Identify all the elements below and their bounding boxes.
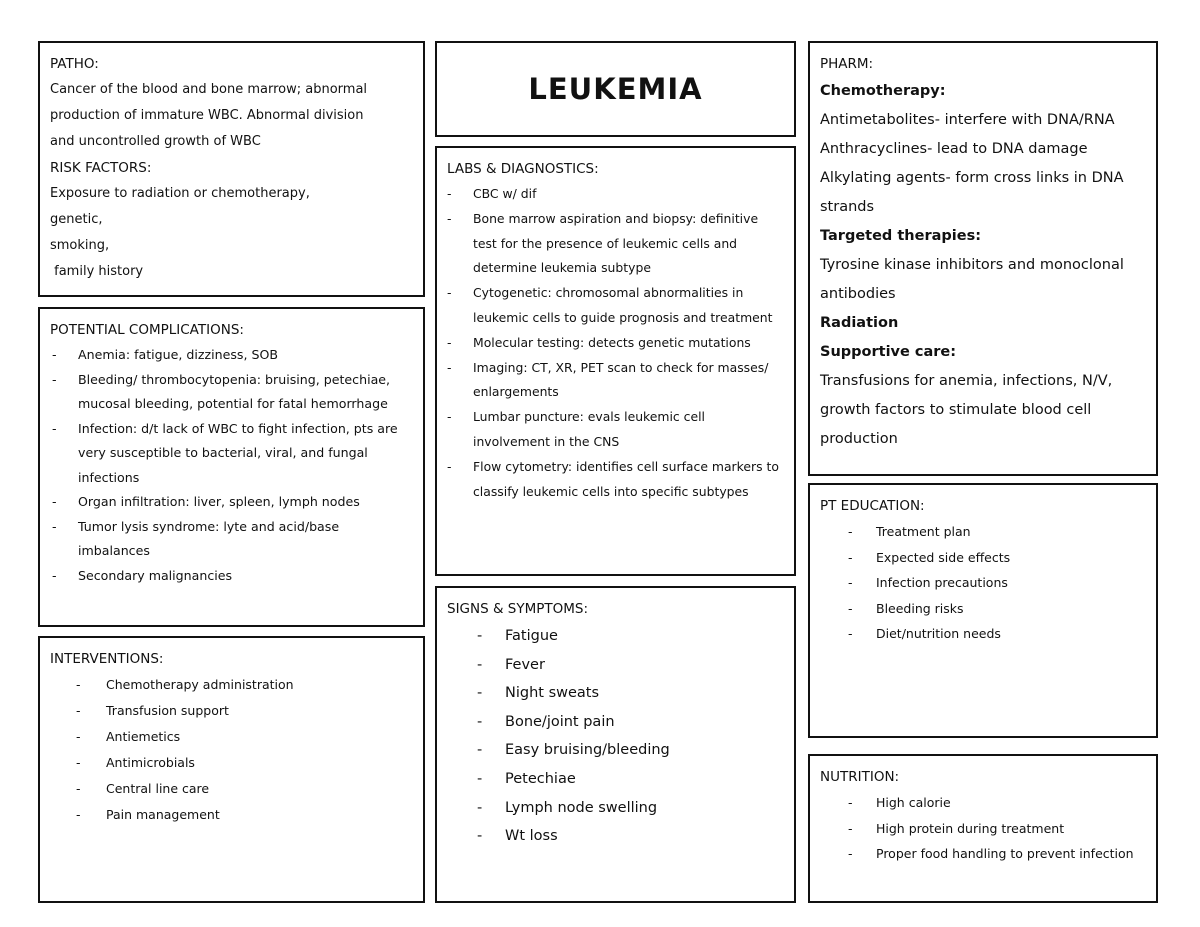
list-item: - Fever [447, 651, 784, 680]
patho-line: and uncontrolled growth of WBC [50, 134, 261, 149]
nutrition-section [808, 754, 1158, 903]
list-item: - Imaging: CT, XR, PET scan to check for masses/ enlargements [447, 356, 784, 406]
pharm-section [808, 41, 1158, 476]
list-item: - Pain management [50, 802, 413, 828]
signs-heading: SIGNS & SYMPTOMS: [447, 601, 589, 617]
risk-factors-heading: RISK FACTORS: [50, 160, 152, 176]
labs-list [447, 182, 784, 504]
complications-list [50, 343, 413, 588]
targeted-therapies-text: Tyrosine kinase inhibitors and monoclonal antibodies [820, 257, 1124, 302]
interventions-section [38, 636, 425, 903]
list-item: - CBC w/ dif [447, 182, 784, 207]
list-item: - Transfusion support [50, 698, 413, 724]
list-item: - Bone/joint pain [447, 708, 784, 737]
patho-line: Cancer of the blood and bone marrow; abnormal [50, 82, 368, 97]
pt-education-section [808, 483, 1158, 738]
list-item: - Expected side effects [820, 545, 1146, 571]
risk-factor-line: family history [50, 264, 144, 279]
list-item: - Proper food handling to prevent infection [820, 841, 1146, 867]
list-item: - Bone marrow aspiration and biopsy: definitive test for the presence of leukemic cells and determine leukemia subtype [447, 207, 784, 281]
labs-heading: LABS & DIAGNOSTICS: [447, 161, 599, 177]
list-item: - Petechiae [447, 765, 784, 794]
list-item: - Cytogenetic: chromosomal abnormalities in leukemic cells to guide prognosis and treatment [447, 281, 784, 331]
patho-section [38, 41, 425, 297]
complications-heading: POTENTIAL COMPLICATIONS: [50, 322, 244, 338]
list-item: - Central line care [50, 776, 413, 802]
list-item: - Wt loss [447, 822, 784, 851]
labs-section [435, 146, 796, 576]
list-item: - Lymph node swelling [447, 794, 784, 823]
list-item: - Tumor lysis syndrome: lyte and acid/base imbalances [50, 515, 413, 564]
patho-line: production of immature WBC. Abnormal division [50, 108, 364, 123]
list-item: - Easy bruising/bleeding [447, 736, 784, 765]
nutrition-list [820, 790, 1146, 867]
complications-section [38, 307, 425, 627]
list-item: - Flow cytometry: identifies cell surface markers to classify leukemic cells into specific subtypes [447, 455, 784, 505]
education-list [820, 519, 1146, 647]
pharm-heading: PHARM: [820, 56, 874, 72]
risk-factor-line: genetic, [50, 212, 103, 227]
list-item: - Night sweats [447, 679, 784, 708]
nutrition-heading: NUTRITION: [820, 769, 900, 785]
list-item: - Lumbar puncture: evals leukemic cell involvement in the CNS [447, 405, 784, 455]
list-item: - Treatment plan [820, 519, 1146, 545]
list-item: - Bleeding/ thrombocytopenia: bruising, petechiae, mucosal bleeding, potential for fatal hemorrhage [50, 368, 413, 417]
list-item: - Secondary malignancies [50, 564, 413, 589]
chemo-line: Alkylating agents- form cross links in DNA strands [820, 170, 1124, 215]
list-item: - Fatigue [447, 622, 784, 651]
supportive-care-heading: Supportive care: [820, 344, 957, 360]
list-item: - Anemia: fatigue, dizziness, SOB [50, 343, 413, 368]
signs-symptoms-section [435, 586, 796, 903]
list-item: - Diet/nutrition needs [820, 621, 1146, 647]
list-item: - Bleeding risks [820, 596, 1146, 622]
patho-heading: PATHO: [50, 56, 99, 72]
interventions-list [50, 672, 413, 828]
supportive-care-text: Transfusions for anemia, infections, N/V, growth factors to stimulate blood cell production [820, 373, 1113, 447]
list-item: - Infection precautions [820, 570, 1146, 596]
education-heading: PT EDUCATION: [820, 498, 925, 514]
list-item: - Antiemetics [50, 724, 413, 750]
targeted-therapies-heading: Targeted therapies: [820, 228, 982, 244]
risk-factor-line: smoking, [50, 238, 110, 253]
list-item: - High protein during treatment [820, 816, 1146, 842]
list-item: - Organ infiltration: liver, spleen, lymph nodes [50, 490, 413, 515]
list-item: - Infection: d/t lack of WBC to fight infection, pts are very susceptible to bacterial, viral, and fungal infections [50, 417, 413, 491]
list-item: - Molecular testing: detects genetic mutations [447, 331, 784, 356]
list-item: - Antimicrobials [50, 750, 413, 776]
signs-list [447, 622, 784, 851]
chemotherapy-heading: Chemotherapy: [820, 83, 946, 99]
radiation-heading: Radiation [820, 315, 899, 331]
chemo-line: Antimetabolites- interfere with DNA/RNA [820, 112, 1115, 128]
risk-factor-line: Exposure to radiation or chemotherapy, [50, 186, 310, 201]
interventions-heading: INTERVENTIONS: [50, 651, 164, 667]
list-item: - High calorie [820, 790, 1146, 816]
chemo-line: Anthracyclines- lead to DNA damage [820, 141, 1088, 157]
title-section [435, 41, 796, 137]
list-item: - Chemotherapy administration [50, 672, 413, 698]
page-title: LEUKEMIA [528, 72, 703, 106]
